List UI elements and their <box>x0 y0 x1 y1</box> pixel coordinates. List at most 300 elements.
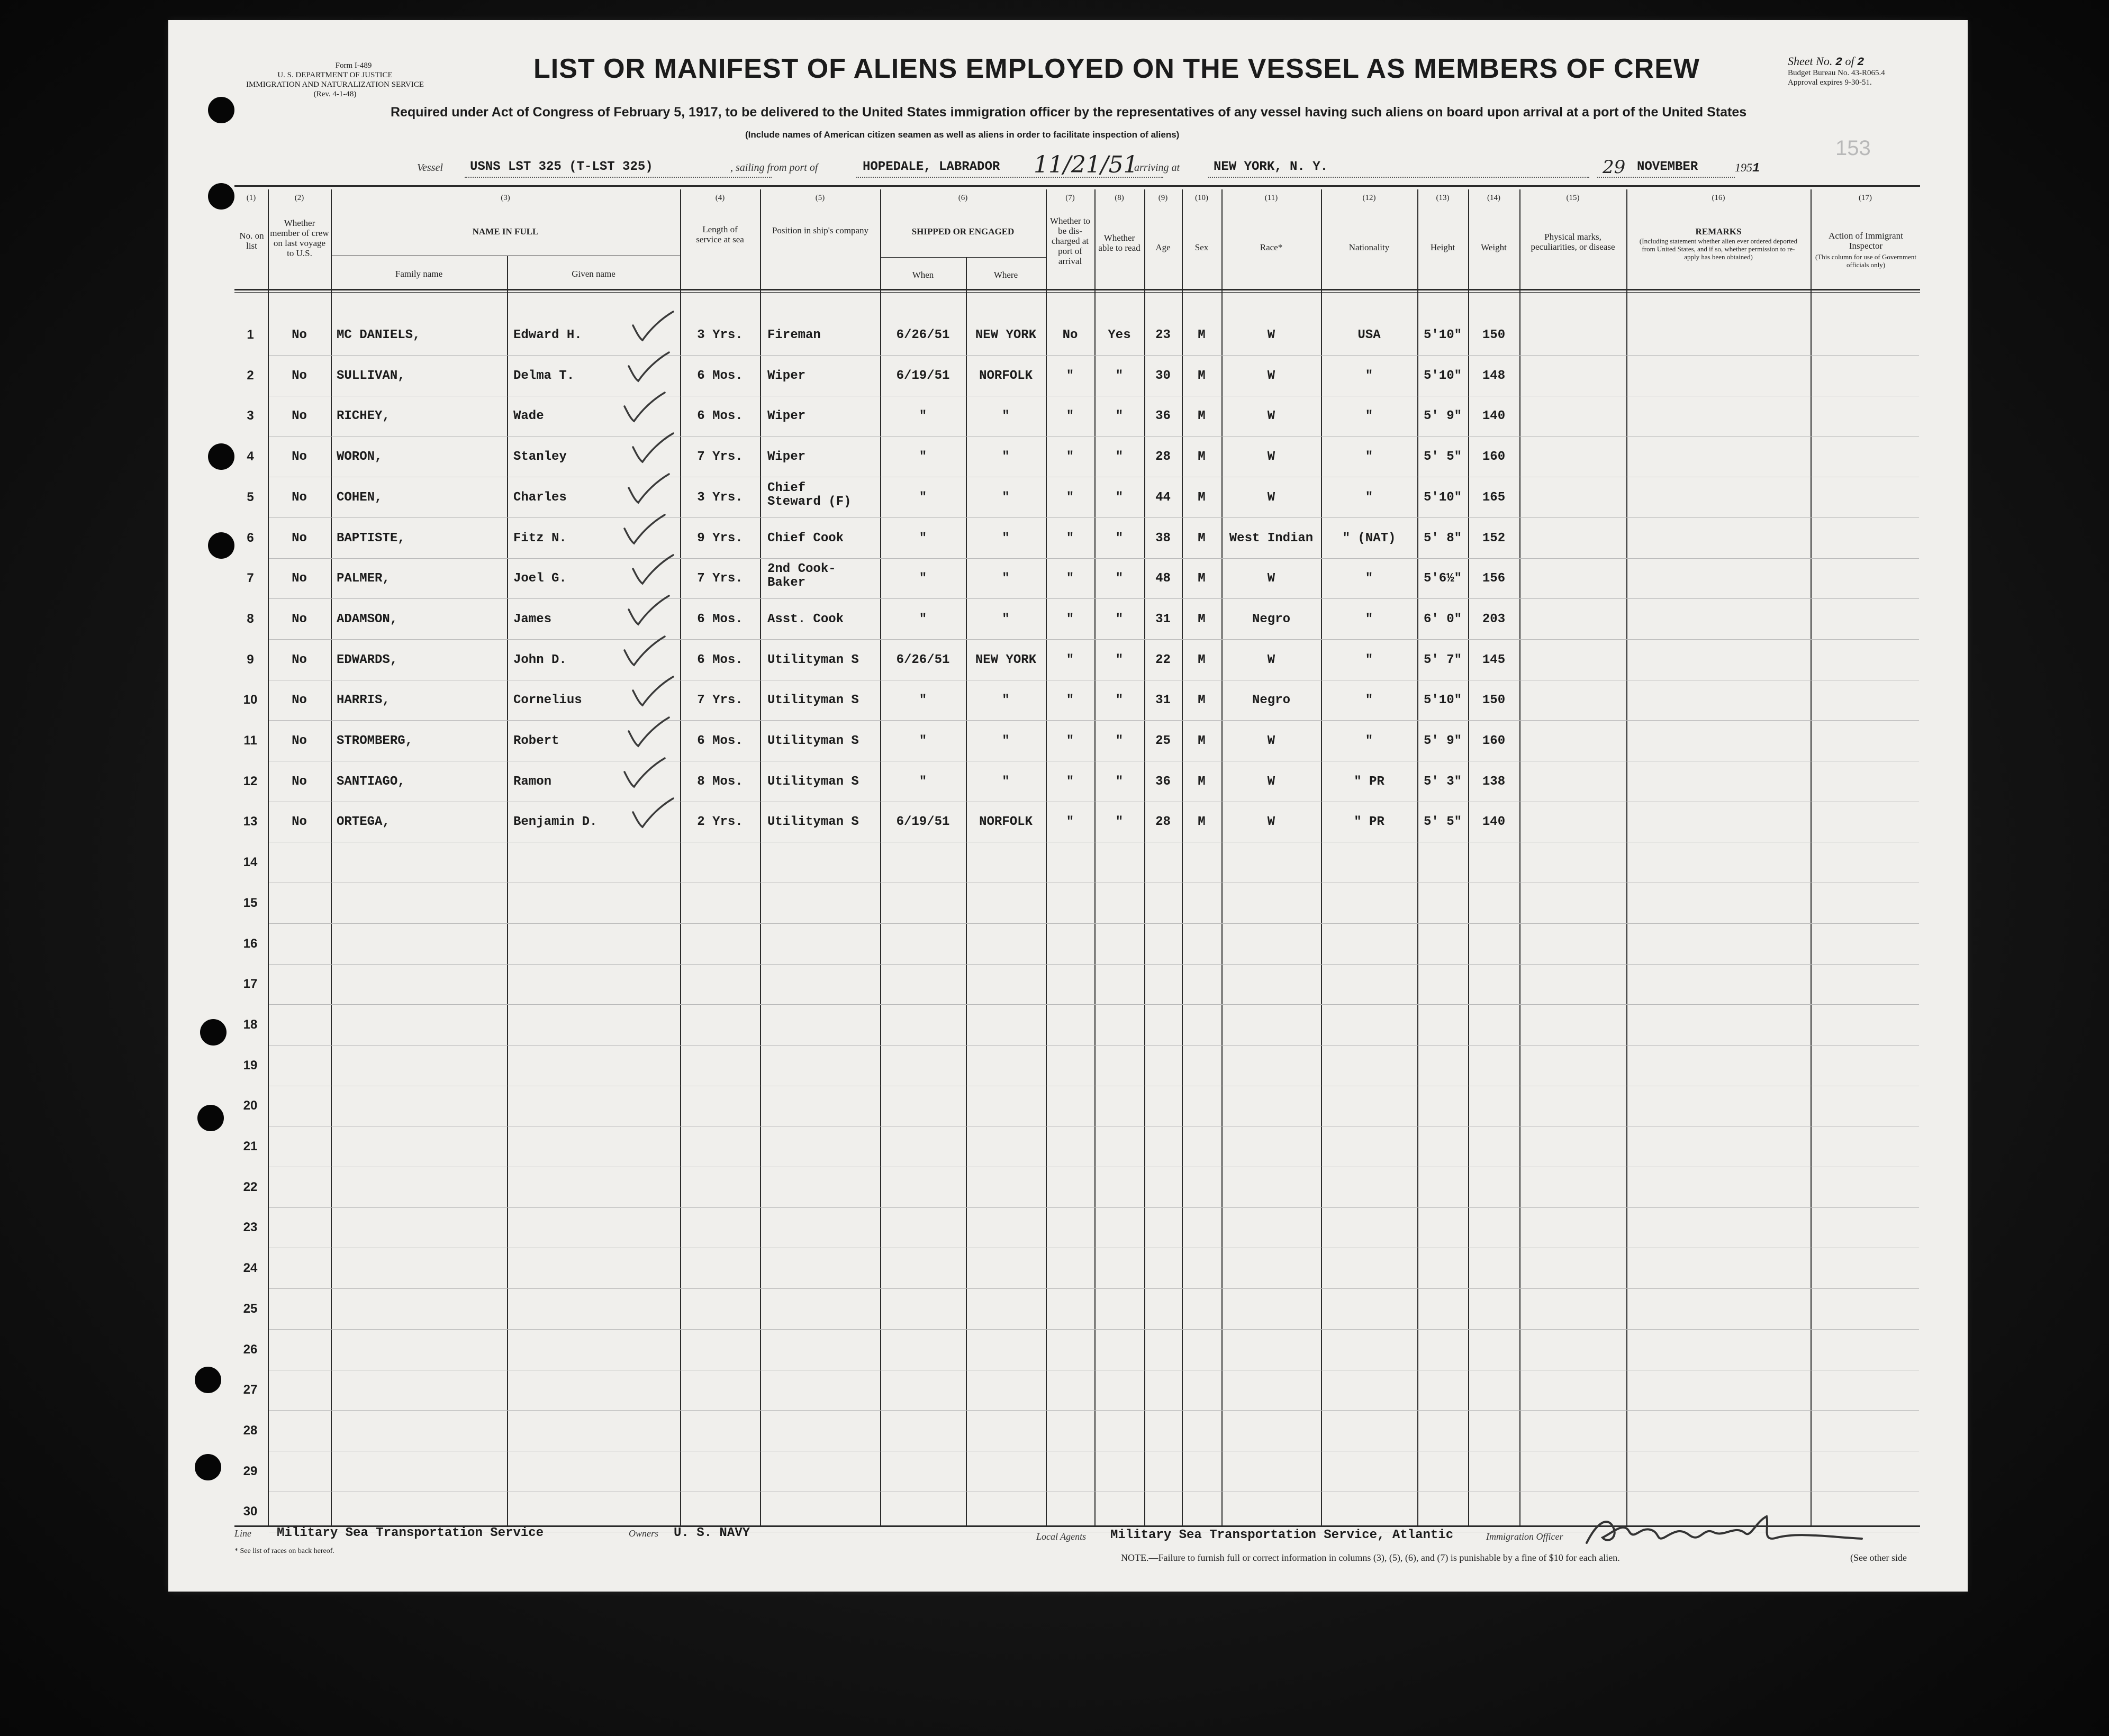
punch-hole <box>195 1454 221 1480</box>
cell-family: PALMER, <box>337 571 390 586</box>
row-rule <box>269 1410 1919 1411</box>
cell-position: Utilityman S <box>767 653 859 667</box>
check-mark-icon <box>629 552 676 589</box>
cell-position: Fireman <box>767 328 821 342</box>
cell-race: Negro <box>1252 612 1290 626</box>
cell-when: " <box>919 490 927 505</box>
row-number: 28 <box>243 1423 258 1438</box>
cell-length: 6 Mos. <box>697 409 743 423</box>
row-number: 17 <box>243 977 258 991</box>
cell-family: BAPTISTE, <box>337 531 405 546</box>
cell-race: W <box>1267 409 1275 423</box>
cell-age: 48 <box>1155 571 1171 586</box>
punch-hole <box>208 532 234 559</box>
cell-sex: M <box>1198 734 1206 748</box>
footer-owners-value: U. S. NAVY <box>674 1526 750 1540</box>
cell-age: 44 <box>1155 490 1171 505</box>
cell-age: 22 <box>1155 653 1171 667</box>
sailing-label: , sailing from port of <box>730 162 818 174</box>
row-rule <box>269 1045 1919 1046</box>
cell-family: EDWARDS, <box>337 653 398 667</box>
check-mark-icon <box>629 308 676 346</box>
cell-position: Utilityman S <box>767 815 859 829</box>
cell-given: Edward H. <box>513 328 582 342</box>
cell-age: 30 <box>1155 369 1171 383</box>
cell-weight: 152 <box>1482 531 1506 546</box>
cell-member: No <box>292 369 307 383</box>
cell-when: 6/26/51 <box>896 328 950 342</box>
department-name: U. S. DEPARTMENT OF JUSTICE <box>277 71 393 79</box>
cell-position: Asst. Cook <box>767 612 844 626</box>
footer-note: NOTE.—Failure to furnish full or correct information in columns (3), (5), (6), and (7) is punishable by a fine of $10 for each alien. <box>1121 1552 1620 1563</box>
row-number: 3 <box>247 408 254 423</box>
cell-when: 6/19/51 <box>896 369 950 383</box>
col-action: Action of Immigrant Inspector <box>1829 231 1903 251</box>
col-length-service: Length of service at sea <box>696 224 744 244</box>
row-number: 16 <box>243 937 258 951</box>
check-mark-icon <box>624 593 672 630</box>
col-height: Height <box>1430 242 1455 252</box>
cell-given: Cornelius <box>513 693 582 707</box>
page-title: LIST OR MANIFEST OF ALIENS EMPLOYED ON THE VESSEL AS MEMBERS OF CREW <box>533 53 1700 84</box>
cell-member: No <box>292 775 307 789</box>
cell-given: Stanley <box>513 450 567 464</box>
sheet-number: Sheet No. 2 of 2 <box>1788 54 1864 69</box>
col-name-in-full: NAME IN FULL <box>472 226 539 237</box>
cell-where: " <box>1002 409 1010 423</box>
row-rule <box>269 1329 1919 1330</box>
cell-sex: M <box>1198 409 1206 423</box>
cell-discharged: " <box>1066 531 1074 546</box>
cell-length: 8 Mos. <box>697 775 743 789</box>
row-number: 21 <box>243 1139 258 1153</box>
check-mark-icon <box>620 633 668 670</box>
cell-discharged: " <box>1066 571 1074 586</box>
cell-nationality: " (NAT) <box>1342 531 1396 546</box>
cell-where: " <box>1002 612 1010 626</box>
cell-family: ORTEGA, <box>337 815 390 829</box>
cell-read: " <box>1115 734 1124 748</box>
arriving-label: , arriving at <box>1129 162 1180 174</box>
cell-position-cont: Steward (F) <box>767 495 852 509</box>
footer-agents-value: Military Sea Transportation Service, Atlantic <box>1110 1528 1454 1542</box>
cell-discharged: " <box>1066 490 1074 505</box>
cell-weight: 140 <box>1482 409 1506 423</box>
cell-when: 6/26/51 <box>896 653 950 667</box>
cell-nationality: " <box>1365 450 1373 464</box>
budget-bureau: Budget Bureau No. 43-R065.4 <box>1788 69 1885 77</box>
cell-when: " <box>919 734 927 748</box>
cell-age: 28 <box>1155 450 1171 464</box>
footer-agents-label: Local Agents <box>1036 1531 1087 1542</box>
cell-given: Charles <box>513 490 567 505</box>
vessel-label: Vessel <box>417 162 443 174</box>
cell-discharged: " <box>1066 369 1074 383</box>
cell-weight: 145 <box>1482 653 1506 667</box>
cell-discharged: " <box>1066 450 1074 464</box>
cell-family: RICHEY, <box>337 409 390 423</box>
cell-discharged: No <box>1062 328 1078 342</box>
cell-nationality: " <box>1365 734 1373 748</box>
cell-read: " <box>1115 571 1124 586</box>
row-rule <box>269 923 1919 924</box>
service-name: IMMIGRATION AND NATURALIZATION SERVICE <box>246 80 424 89</box>
check-mark-icon <box>629 674 676 711</box>
cell-length: 6 Mos. <box>697 734 743 748</box>
footer-line-label: Line <box>234 1528 252 1539</box>
row-number: 7 <box>247 571 254 585</box>
cell-nationality: " <box>1365 693 1373 707</box>
cell-sex: M <box>1198 490 1206 505</box>
row-number: 26 <box>243 1342 258 1357</box>
cell-race: W <box>1267 653 1275 667</box>
subtitle-note: (Include names of American citizen seamen as well as aliens in order to facilitate inspection of aliens) <box>745 130 1180 140</box>
row-rule <box>269 598 1919 599</box>
col-shipped-engaged: SHIPPED OR ENGAGED <box>911 226 1015 237</box>
cell-race: W <box>1267 328 1275 342</box>
cell-length: 9 Yrs. <box>697 531 743 546</box>
footer-owners-label: Owners <box>629 1528 659 1539</box>
cell-member: No <box>292 531 307 546</box>
row-number: 5 <box>247 490 254 504</box>
row-number: 15 <box>243 896 258 910</box>
cell-member: No <box>292 450 307 464</box>
cell-length: 3 Yrs. <box>697 328 743 342</box>
cell-given: Ramon <box>513 775 552 789</box>
cell-age: 38 <box>1155 531 1171 546</box>
cell-when: " <box>919 571 927 586</box>
cell-race: W <box>1267 815 1275 829</box>
col-discharged: Whether to be dis-charged at port of arrival <box>1050 216 1090 266</box>
footer-line-value: Military Sea Transportation Service <box>277 1526 544 1540</box>
cell-member: No <box>292 490 307 505</box>
cell-read: " <box>1115 653 1124 667</box>
cell-discharged: " <box>1066 409 1074 423</box>
cell-race: Negro <box>1252 693 1290 707</box>
cell-given: Benjamin D. <box>513 815 598 829</box>
cell-family: STROMBERG, <box>337 734 413 748</box>
form-number: Form I-489 <box>335 61 372 70</box>
sailing-port: HOPEDALE, LABRADOR <box>863 160 1000 174</box>
cell-nationality: USA <box>1357 328 1381 342</box>
col-position: Position in ship's company <box>772 225 869 235</box>
punch-hole <box>197 1105 224 1131</box>
col-remarks: REMARKS <box>1695 226 1742 237</box>
cell-given: Fitz N. <box>513 531 567 546</box>
cell-nationality: " PR <box>1354 815 1384 829</box>
cell-position: Wiper <box>767 450 806 464</box>
cell-weight: 160 <box>1482 450 1506 464</box>
row-rule <box>269 1288 1919 1289</box>
row-number: 4 <box>247 449 254 463</box>
check-mark-icon <box>624 349 672 386</box>
cell-where: " <box>1002 531 1010 546</box>
cell-position: Utilityman S <box>767 775 859 789</box>
cell-discharged: " <box>1066 734 1074 748</box>
row-number: 13 <box>243 814 258 829</box>
col-where: Where <box>993 270 1018 280</box>
cell-when: " <box>919 531 927 546</box>
row-number: 12 <box>243 774 258 788</box>
arriving-port: NEW YORK, N. Y. <box>1214 160 1328 174</box>
cell-where: " <box>1002 450 1010 464</box>
check-mark-icon <box>624 471 672 508</box>
col-able-to-read: Whether able to read <box>1098 233 1141 253</box>
approval-expiry: Approval expires 9-30-51. <box>1788 78 1872 87</box>
cell-member: No <box>292 571 307 586</box>
cell-family: COHEN, <box>337 490 383 505</box>
cell-nationality: " <box>1365 409 1373 423</box>
cell-given: Robert <box>513 734 559 748</box>
cell-read: " <box>1115 409 1124 423</box>
punch-hole <box>208 183 234 210</box>
row-number: 25 <box>243 1302 258 1316</box>
check-mark-icon <box>629 795 676 832</box>
row-number: 27 <box>243 1383 258 1397</box>
row-number: 2 <box>247 368 254 383</box>
cell-read: " <box>1115 450 1124 464</box>
cell-read: Yes <box>1108 328 1131 342</box>
cell-sex: M <box>1198 450 1206 464</box>
cell-when: " <box>919 450 927 464</box>
cell-when: 6/19/51 <box>896 815 950 829</box>
subtitle: Required under Act of Congress of February 5, 1917, to be delivered to the United States immigration officer by the representatives of any vessel having such aliens on board upon arrival at a port of the United States <box>391 105 1747 120</box>
row-number: 30 <box>243 1504 258 1519</box>
cell-length: 6 Mos. <box>697 369 743 383</box>
cell-race: West Indian <box>1229 531 1314 546</box>
row-number: 20 <box>243 1098 258 1113</box>
cell-nationality: " <box>1365 490 1373 505</box>
cell-length: 3 Yrs. <box>697 490 743 505</box>
check-mark-icon <box>629 430 676 467</box>
row-number: 29 <box>243 1464 258 1478</box>
cell-race: W <box>1267 490 1275 505</box>
cell-given: Wade <box>513 409 544 423</box>
cell-age: 31 <box>1155 693 1171 707</box>
row-number: 24 <box>243 1261 258 1275</box>
cell-height: 5' 3" <box>1423 775 1462 789</box>
cell-position: Chief Cook <box>767 531 844 546</box>
cell-member: No <box>292 612 307 626</box>
manifest-page: Form I-489 U. S. DEPARTMENT OF JUSTICE IMMIGRATION AND NATURALIZATION SERVICE (Rev. 4-1-48) LIST OR MANIFEST OF ALIENS EMPLOYED ON THE VESSEL AS MEMBERS OF CREW Sheet No. 2 of 2 Budget Bureau No. 43-R065.4 Approval expires 9-30-51. 153 Required under Act of Congress of February 5, 1917, to be delivered to the United States immigration officer by the representatives of any vessel having such aliens on board upon arrival at a port of the United States (Include names of American citizen seamen as well as aliens in order to facilitate inspection of aliens) Vessel USNS LST 325 (T-LST 325) , sailing from port of HOPEDALE, LABRADOR 11/21/51 , arriving at NEW YORK, N. Y. 29 NOVEMBER 1951 (1) (2) (3) (4) (5) (6) (7) (8) (9) (10) (11) (12) (13) (14) (15) (16) (17) No. on list Whether member of crew on last voyage to U.S. NAME IN FULL Family name Given name Length of service at sea Position in ship's company SHIPPED OR ENGAGED When Where Whether to be dis-charged at port of arrival Whether able to read Age Sex Race* Nationality Height Weight Physical marks, peculiarities, or disease REMARKS (Including statement whether alien ever ordered deported from United States, and if so, whether permission to re-apply has been obtained) Action of Immigrant Inspector (This column for use of Government officials only) 1 No MC DANIELS, Edward H. 3 Yrs. Fireman 6/26/51 NEW YORK No Yes 23 M W USA 5'10" 150 2 No SULLIVAN, Delma T. 6 Mos. Wiper 6/19/51 NORFOLK " " 30 M W " 5'10" 148 3 No RICHEY, Wade 6 Mos. Wiper " " " " 36 M W " 5' 9" 140 4 No WORON, Stanley 7 Yrs. Wiper " " " " 28 M W " 5' 5" 160 5 No COHEN, Charles 3 Yrs. Chief Steward (F) " " " " 44 M W " 5'10" 165 6 No BAPTISTE, Fitz N. 9 Yrs. Chief Cook " " " " 38 M West Indian " (NAT) 5' 8" 152 7 No PALMER, Joel G. 7 Yrs. 2nd Cook- Baker " " " " 48 M W " 5'6½" 156 8 No ADAMSON, James 6 Mos. Asst. Cook " " " " 31 M Negro " 6' 0" 203 9 No EDWARDS, John D. 6 Mos. Utilityman S 6/26/51 NEW YORK " " 22 M W " 5' 7" 145 10 No HARRIS, Cornelius 7 Yrs. Utilityman S " " " " 31 M Negro " 5'10" 150 11 No STROMBERG, Robert 6 Mos. Utilityman S " " " " 25 M W " 5' 9" 160 12 No SANTIAGO, Ramon 8 Mos. Utilityman S " " " " 36 M W " PR 5' 3" 138 13 No ORTEGA, Benjamin D. 2 Yrs. Utilityman S 6/19/51 NORFOLK " " 28 M W " PR 5' 5" 140 14 15 16 17 18 19 20 21 22 23 24 25 26 27 28 29 30 Line Military Sea Transportation Service Owners U. S. NAVY Local Agents Military Sea Transportation Service, Atlantic Immigration Officer * See list of races on back hereof. NOTE.—Failure to furnish full or correct information in columns (3), (5), (6), and (7) is punishable by a fine of $10 for each alien. (See other side <box>168 20 1968 1592</box>
cell-read: " <box>1115 612 1124 626</box>
cell-nationality: " <box>1365 612 1373 626</box>
row-number: 9 <box>247 652 254 667</box>
officer-signature <box>1576 1506 1872 1553</box>
cell-sex: M <box>1198 815 1206 829</box>
cell-height: 5'10" <box>1423 328 1462 342</box>
cell-height: 5'6½" <box>1423 571 1462 586</box>
arrival-month: NOVEMBER <box>1637 160 1698 174</box>
cell-family: MC DANIELS, <box>337 328 421 342</box>
cell-member: No <box>292 328 307 342</box>
cell-sex: M <box>1198 653 1206 667</box>
cell-sex: M <box>1198 328 1206 342</box>
cell-read: " <box>1115 531 1124 546</box>
cell-height: 5' 8" <box>1423 531 1462 546</box>
cell-height: 5' 9" <box>1423 734 1462 748</box>
check-mark-icon <box>624 714 672 751</box>
cell-age: 28 <box>1155 815 1171 829</box>
cell-nationality: " <box>1365 653 1373 667</box>
cell-weight: 156 <box>1482 571 1506 586</box>
row-number: 23 <box>243 1220 258 1234</box>
cell-position: Utilityman S <box>767 693 859 707</box>
cell-age: 36 <box>1155 409 1171 423</box>
col-whether-member: Whether member of crew on last voyage to U.S. <box>270 218 329 258</box>
cell-height: 5' 5" <box>1423 450 1462 464</box>
cell-position: 2nd Cook- <box>767 562 836 576</box>
col-physical-marks: Physical marks, peculiarities, or disease <box>1531 232 1615 252</box>
col-family-name: Family name <box>395 269 443 279</box>
col-action-note: (This column for use of Government officials only) <box>1815 253 1916 269</box>
cell-given: James <box>513 612 552 626</box>
cell-member: No <box>292 693 307 707</box>
check-mark-icon <box>620 389 668 426</box>
punch-hole <box>195 1367 221 1393</box>
cell-height: 5' 9" <box>1423 409 1462 423</box>
cell-sex: M <box>1198 571 1206 586</box>
row-rule <box>269 517 1919 518</box>
cell-read: " <box>1115 369 1124 383</box>
row-rule <box>269 1207 1919 1208</box>
col-weight: Weight <box>1481 242 1507 252</box>
cell-sex: M <box>1198 531 1206 546</box>
cell-discharged: " <box>1066 612 1074 626</box>
cell-race: W <box>1267 369 1275 383</box>
row-rule <box>269 720 1919 721</box>
cell-height: 5' 5" <box>1423 815 1462 829</box>
cell-family: HARRIS, <box>337 693 390 707</box>
cell-read: " <box>1115 815 1124 829</box>
vessel-name: USNS LST 325 (T-LST 325) <box>470 160 653 174</box>
cell-given: Delma T. <box>513 369 575 383</box>
col-when: When <box>912 270 934 280</box>
cell-weight: 160 <box>1482 734 1506 748</box>
cell-member: No <box>292 653 307 667</box>
cell-when: " <box>919 612 927 626</box>
row-number: 10 <box>243 693 258 707</box>
cell-where: " <box>1002 775 1010 789</box>
cell-age: 31 <box>1155 612 1171 626</box>
cell-height: 5'10" <box>1423 693 1462 707</box>
row-rule <box>269 1004 1919 1005</box>
cell-age: 25 <box>1155 734 1171 748</box>
cell-where: NORFOLK <box>979 815 1033 829</box>
cell-position: Chief <box>767 481 806 495</box>
cell-weight: 150 <box>1482 693 1506 707</box>
row-rule <box>269 558 1919 559</box>
cell-race: W <box>1267 571 1275 586</box>
cell-height: 5'10" <box>1423 490 1462 505</box>
row-number: 14 <box>243 855 258 869</box>
cell-sex: M <box>1198 775 1206 789</box>
sailing-date-handwritten: 11/21/51 <box>1034 151 1138 178</box>
races-note: * See list of races on back hereof. <box>234 1547 334 1555</box>
footer-officer-label: Immigration Officer <box>1486 1531 1563 1542</box>
cell-where: " <box>1002 490 1010 505</box>
cell-sex: M <box>1198 693 1206 707</box>
cell-race: W <box>1267 775 1275 789</box>
cell-discharged: " <box>1066 653 1074 667</box>
cell-read: " <box>1115 490 1124 505</box>
see-other-side: (See other side <box>1850 1552 1907 1563</box>
cell-read: " <box>1115 693 1124 707</box>
cell-weight: 165 <box>1482 490 1506 505</box>
cell-where: " <box>1002 734 1010 748</box>
form-revision: (Rev. 4-1-48) <box>313 90 357 98</box>
cell-when: " <box>919 693 927 707</box>
check-mark-icon <box>620 755 668 792</box>
cell-family: WORON, <box>337 450 383 464</box>
cell-when: " <box>919 775 927 789</box>
cell-race: W <box>1267 450 1275 464</box>
cell-weight: 138 <box>1482 775 1506 789</box>
cell-where: NEW YORK <box>975 328 1037 342</box>
cell-age: 36 <box>1155 775 1171 789</box>
col-nationality: Nationality <box>1348 242 1390 252</box>
row-number: 18 <box>243 1017 258 1032</box>
stamp-number: 153 <box>1835 137 1871 160</box>
col-sex: Sex <box>1194 242 1209 252</box>
cell-length: 6 Mos. <box>697 612 743 626</box>
cell-where: " <box>1002 693 1010 707</box>
col-no-on-list: No. on list <box>239 231 264 251</box>
cell-discharged: " <box>1066 815 1074 829</box>
row-rule <box>269 964 1919 965</box>
cell-where: NEW YORK <box>975 653 1037 667</box>
cell-height: 5'10" <box>1423 369 1462 383</box>
cell-weight: 140 <box>1482 815 1506 829</box>
cell-position-cont: Baker <box>767 576 806 590</box>
cell-weight: 203 <box>1482 612 1506 626</box>
cell-nationality: " <box>1365 571 1373 586</box>
cell-family: SANTIAGO, <box>337 775 405 789</box>
cell-sex: M <box>1198 612 1206 626</box>
punch-hole <box>208 97 234 123</box>
row-number: 6 <box>247 531 254 545</box>
cell-given: John D. <box>513 653 567 667</box>
cell-member: No <box>292 734 307 748</box>
cell-position: Wiper <box>767 369 806 383</box>
cell-where: NORFOLK <box>979 369 1033 383</box>
cell-discharged: " <box>1066 693 1074 707</box>
arrival-day: 29 <box>1603 157 1626 178</box>
cell-race: W <box>1267 734 1275 748</box>
cell-nationality: " PR <box>1354 775 1384 789</box>
cell-discharged: " <box>1066 775 1074 789</box>
col-age: Age <box>1155 242 1171 252</box>
row-number: 11 <box>243 733 257 748</box>
cell-height: 5' 7" <box>1423 653 1462 667</box>
check-mark-icon <box>620 512 668 549</box>
row-rule <box>269 355 1919 356</box>
row-rule <box>269 639 1919 640</box>
punch-hole <box>200 1019 227 1046</box>
cell-age: 23 <box>1155 328 1171 342</box>
row-number: 8 <box>247 612 254 626</box>
cell-family: ADAMSON, <box>337 612 398 626</box>
cell-length: 6 Mos. <box>697 653 743 667</box>
row-number: 19 <box>243 1058 258 1072</box>
col-race: Race* <box>1260 242 1283 252</box>
cell-length: 2 Yrs. <box>697 815 743 829</box>
cell-member: No <box>292 815 307 829</box>
row-rule <box>269 436 1919 437</box>
punch-hole <box>208 443 234 470</box>
cell-family: SULLIVAN, <box>337 369 405 383</box>
col-given-name: Given name <box>572 269 615 279</box>
